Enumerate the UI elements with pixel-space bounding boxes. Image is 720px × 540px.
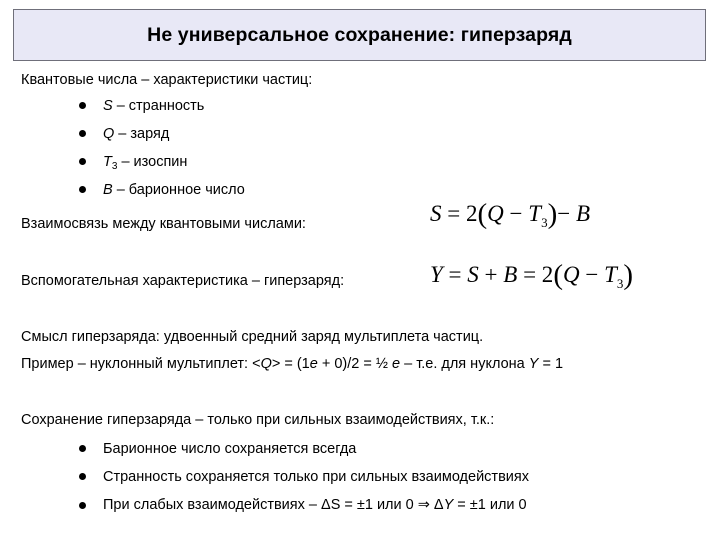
formula-minus: −: [503, 201, 529, 226]
bullet-icon: [79, 445, 86, 452]
formula-T: T: [604, 262, 617, 287]
weak-part: При слабых взаимодействиях –: [103, 497, 322, 513]
qn-item-charge: [103, 126, 169, 142]
delta-symbol: Δ: [429, 497, 444, 513]
example-text: [21, 356, 563, 372]
qn-symbol: T: [103, 154, 112, 170]
formula-S: S: [430, 201, 442, 226]
bullet-icon: [79, 130, 86, 137]
formula-Q: Q: [487, 201, 504, 226]
formula-minus: −: [579, 262, 605, 287]
qn-symbol: B: [103, 182, 113, 198]
bullet-icon: [79, 502, 86, 509]
formula-S: S: [467, 262, 479, 287]
relation-label: Взаимосвязь между квантовыми числами:: [21, 216, 306, 232]
cons-item-baryon: Барионное число сохраняется всегда: [103, 441, 357, 457]
formula-T-sub: 3: [616, 276, 624, 291]
bullet-icon: [79, 473, 86, 480]
qn-desc: – изоспин: [117, 154, 188, 170]
qn-symbol: Q: [103, 126, 115, 142]
bullet-icon: [79, 158, 86, 165]
example-part: Пример – нуклонный мультиплет: <: [21, 356, 261, 372]
formula-lparen: (: [477, 198, 488, 230]
delta-symbol: Δ: [321, 497, 331, 513]
example-e: e: [309, 356, 318, 372]
formula-lparen: (: [553, 259, 563, 291]
formula-B: B: [503, 262, 518, 287]
formula-B: B: [575, 201, 591, 226]
conservation-text: Сохранение гиперзаряда – только при сильных взаимодействиях, т.к.:: [21, 412, 495, 428]
formula-minus2: −: [557, 201, 576, 226]
qn-item-baryon: [103, 182, 245, 198]
formula-Q: Q: [562, 262, 580, 287]
formula-strangeness: [430, 198, 590, 231]
example-Y: Y: [528, 356, 539, 372]
example-part: > = (1: [271, 356, 310, 372]
formula-eq2: = 2: [517, 262, 554, 287]
qn-item-isospin: [103, 154, 187, 172]
qn-desc: – странность: [112, 98, 205, 114]
formula-T-sub: 3: [541, 215, 548, 230]
page-title: Не универсальное сохранение: гиперзаряд: [147, 23, 572, 46]
bullet-icon: [79, 102, 86, 109]
qn-subscript: 3: [111, 161, 118, 172]
meaning-text: Смысл гиперзаряда: удвоенный средний заряд мультиплета частиц.: [21, 329, 484, 345]
intro-text: Квантовые числа – характеристики частиц:: [21, 72, 313, 88]
example-part: – т.е. для нуклона: [400, 356, 529, 372]
formula-T: T: [528, 201, 542, 226]
weak-part: S = ±1 или 0: [330, 497, 418, 513]
qn-item-strangeness: [103, 98, 204, 114]
weak-part: = ±1 или 0: [453, 497, 527, 513]
cons-item-strangeness: Странность сохраняется только при сильных взаимодействиях: [103, 469, 529, 485]
formula-plus: +: [478, 262, 504, 287]
formula-hypercharge: [430, 259, 633, 292]
hypercharge-label: Вспомогательная характеристика – гиперзаряд:: [21, 273, 345, 289]
formula-eq: = 2: [441, 201, 478, 226]
implies-arrow-icon: ⇒: [417, 497, 430, 513]
example-part: + 0)/2 = ½: [317, 356, 392, 372]
formula-eq1: =: [442, 262, 468, 287]
bullet-icon: [79, 186, 86, 193]
formula-rparen: ): [547, 198, 558, 230]
title-box: [13, 9, 706, 61]
example-Q: Q: [260, 356, 272, 372]
weak-Y: Y: [443, 497, 454, 513]
example-part: = 1: [538, 356, 564, 372]
qn-desc: – барионное число: [112, 182, 245, 198]
qn-symbol: S: [103, 98, 113, 114]
qn-desc: – заряд: [114, 126, 170, 142]
formula-rparen: ): [623, 259, 634, 291]
cons-item-weak: [103, 497, 527, 513]
formula-Y: Y: [430, 262, 443, 287]
example-e: e: [392, 356, 401, 372]
